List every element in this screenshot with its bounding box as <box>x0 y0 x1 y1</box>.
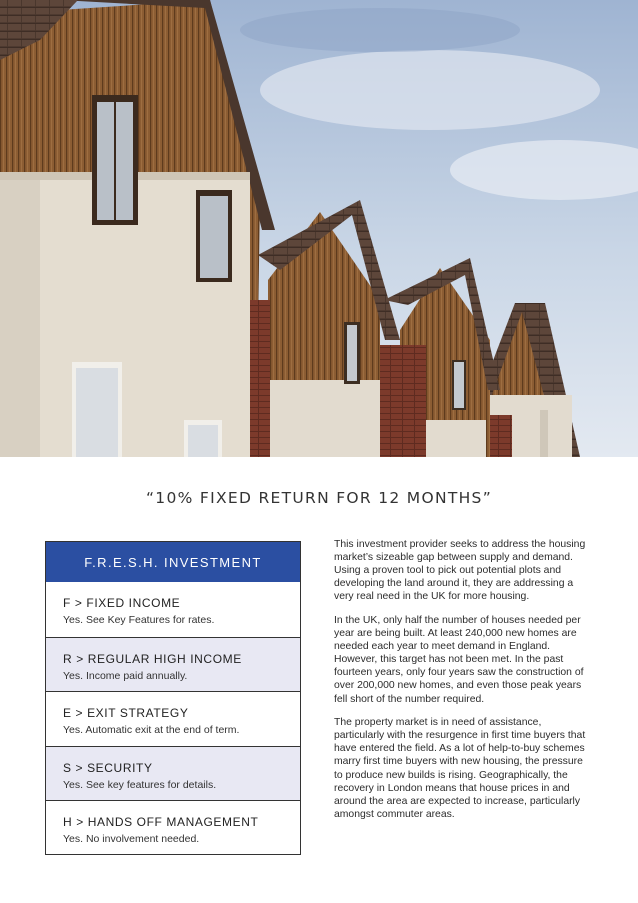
fresh-row-desc: Yes. No involvement needed. <box>63 833 200 846</box>
fresh-row-desc: Yes. Income paid annually. <box>63 669 188 682</box>
fresh-row-title: H > HANDS OFF MANAGEMENT <box>63 815 259 830</box>
headline: “10% FIXED RETURN FOR 12 MONTHS” <box>145 489 493 507</box>
paragraph: In the UK, only half the number of houses needed per year are being built. At least 240,000 new homes are needed each year to meet demand in England. However, this target has not been met. In the past fourteen years, only four years saw the construction of over 200,000 new homes, and even those peak years fell short of the number required. <box>334 614 584 705</box>
fresh-row-regular-income <box>46 637 300 692</box>
fresh-row-desc: Yes. See Key Features for rates. <box>63 614 215 626</box>
body-text-column <box>334 538 592 831</box>
paragraph: The property market is in need of assistance, particularly with the resurgence in first time buyers that have entered the field. As a lot of help-to-buy schemes marry first time buyers with new housing, the pressure to produce new builds is rising. Geographically, the recovery in London means that house prices in and around the area are expected to increase, particularly amongst commuter areas. <box>334 717 586 820</box>
paragraph: This investment provider seeks to address the housing market’s sizeable gap between supply and demand. Using a proven tool to pick out potential plots and developing the land around it, they are addressing a very real need in the UK for more housing. <box>334 539 586 603</box>
fresh-row-title: S > SECURITY <box>63 760 153 775</box>
fresh-row-security <box>46 746 300 801</box>
fresh-row-title: E > EXIT STRATEGY <box>63 706 189 721</box>
fresh-row-hands-off <box>46 800 300 855</box>
fresh-row-desc: Yes. See key features for details. <box>63 778 217 791</box>
fresh-row-title: F > FIXED INCOME <box>63 596 181 610</box>
fresh-row-fixed-income <box>46 582 300 637</box>
fresh-investment-box <box>45 541 301 855</box>
fresh-box-title: F.R.E.S.H. INVESTMENT <box>46 542 300 582</box>
fresh-row-exit-strategy <box>46 691 300 746</box>
fresh-row-desc: Yes. Automatic exit at the end of term. <box>63 724 240 737</box>
fresh-row-title: R > REGULAR HIGH INCOME <box>63 651 242 666</box>
